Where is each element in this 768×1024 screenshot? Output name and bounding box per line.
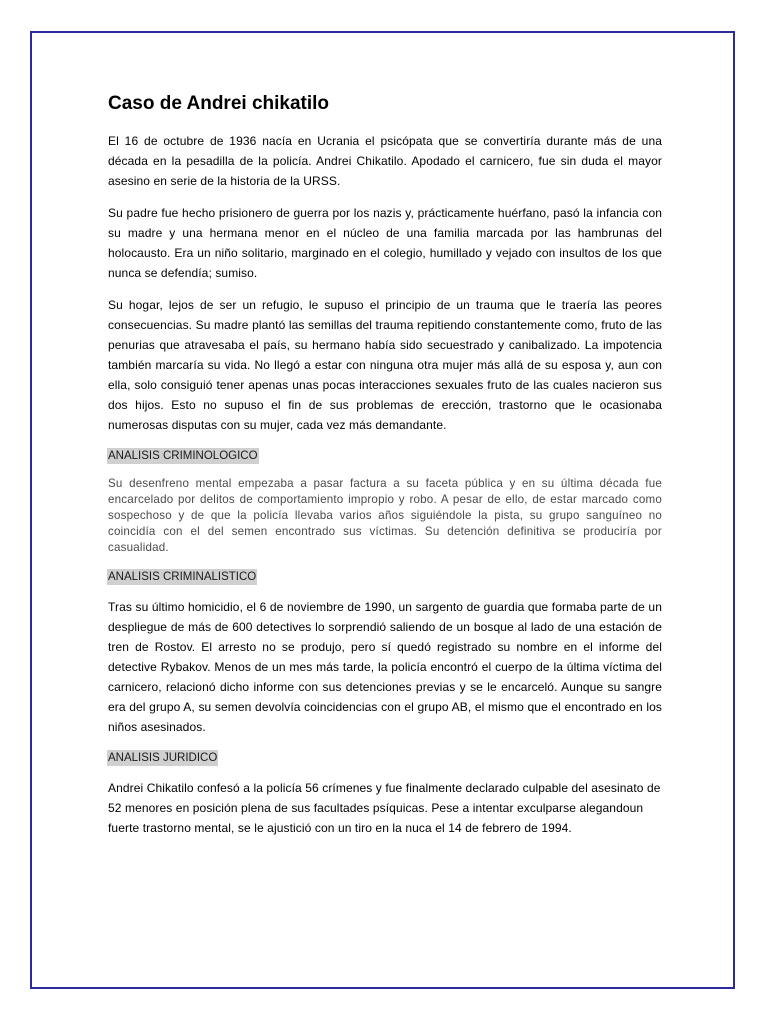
section-criminologico: [108, 447, 662, 464]
section-heading-criminologico: ANALISIS CRIMINOLOGICO: [108, 450, 258, 462]
paragraph-juridico: Andrei Chikatilo confesó a la policía 56 crímenes y fue finalmente declarado culpable del asesinato de 52 menores en posición plena de sus facultades psíquicas. Pese a intentar exculparse alegandoun fuerte trastorno mental, se le ajustició con un tiro en la nuca el 14 de febrero de 1994.: [108, 781, 661, 835]
document-content: [108, 91, 662, 850]
paragraph-birth: El 16 de octubre de 1936 nacía en Ucrania el psicópata que se convertiría durante más de una década en la pesadilla de la policía. Andrei Chikatilo. Apodado el carnicero, fue sin duda el mayor asesino en serie de la historia de la URSS.: [108, 134, 662, 188]
section-criminalistico: [108, 568, 662, 585]
section-juridico: [108, 749, 662, 766]
section-heading-criminalistico: ANALISIS CRIMINALISTICO: [108, 571, 257, 583]
paragraph-home-trauma: Su hogar, lejos de ser un refugio, le supuso el principio de un trauma que le traería las peores consecuencias. Su madre plantó las semillas del trauma repitiendo constantemente como, fruto de las penurias que atravesaba el país, su hermano había sido secuestrado y canibalizado. La impotencia también marcaría su vida. No llegó a estar con ninguna otra mujer más allá de su esposa y, aun con ella, solo consiguió tener apenas unas pocas interacciones sexuales fruto de las cuales nacieron sus dos hijos. Esto no supuso el fin de sus problemas de erección, trastorno que le ocasionaba numerosas disputas con su mujer, cada vez más demandante.: [108, 298, 662, 432]
document-page: [30, 31, 735, 989]
document-title: Caso de Andrei chikatilo: [108, 93, 330, 114]
paragraph-childhood: Su padre fue hecho prisionero de guerra por los nazis y, prácticamente huérfano, pasó la infancia con su madre y una hermana menor en el núcleo de una familia marcada por las hambrunas del holocausto. Era un niño solitario, marginado en el colegio, humillado y vejado con insultos de los que nunca se defendía; sumiso.: [108, 206, 662, 280]
section-heading-juridico: ANALISIS JURIDICO: [108, 752, 218, 764]
paragraph-criminologico: Su desenfreno mental empezaba a pasar factura a su faceta pública y en su última década fue encarcelado por delitos de comportamiento impropio y robo. A pesar de ello, de estar marcado como sospechoso y de que la policía llevaba varios años siguiéndole la pista, su grupo sanguíneo no coincidía con el del semen encontrado sus víctimas. Su detención definitiva se produciría por casualidad.: [108, 477, 662, 554]
paragraph-criminalistico: Tras su último homicidio, el 6 de noviembre de 1990, un sargento de guardia que formaba parte de un despliegue de más de 600 detectives lo sorprendió saliendo de un bosque al lado de una estación de tren de Rostov. El arresto no se produjo, pero sí quedó registrado su nombre en el informe del detective Rybakov. Menos de un mes más tarde, la policía encontró el cuerpo de la última víctima del carnicero, relacionó dicho informe con sus detenciones previas y se le encarceló. Aunque su sangre era del grupo A, su semen devolvía coincidencias con el grupo AB, el mismo que el encontrado en los niños asesinados.: [108, 600, 662, 734]
